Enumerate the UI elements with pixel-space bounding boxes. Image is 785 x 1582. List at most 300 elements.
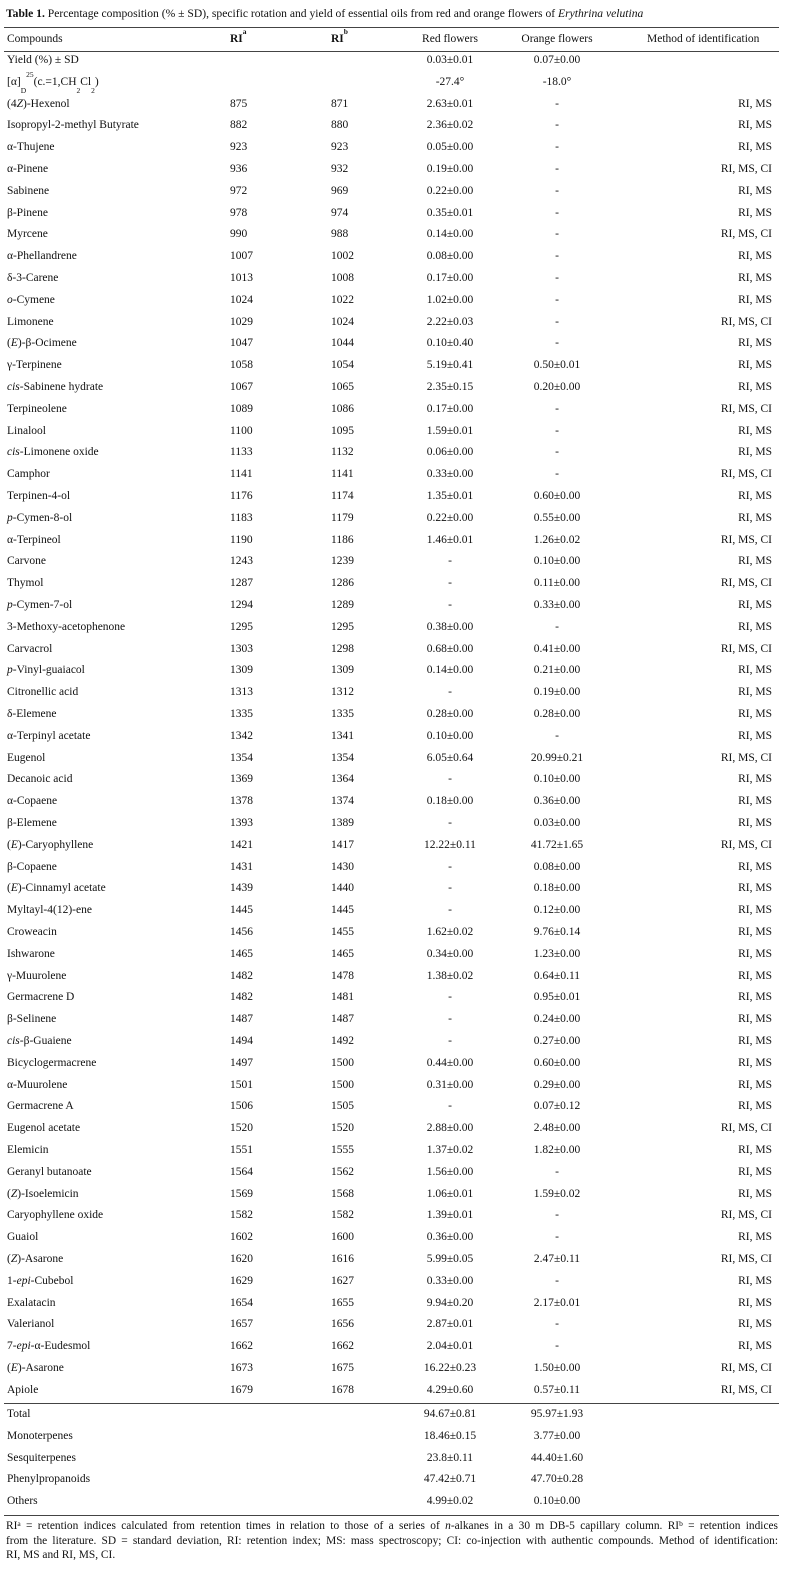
table-row: [0, 595, 785, 617]
orange-flowers-value: 0.24±0.00: [533, 1013, 581, 1026]
red-flowers-value: 2.04±0.01: [426, 1340, 474, 1353]
method-value: RI, MS, CI: [720, 468, 772, 481]
ri-a-value: 1393: [230, 817, 253, 829]
ri-b-value: 1500: [331, 1056, 354, 1069]
table-row: [0, 748, 785, 770]
ri-b-value: 1505: [331, 1100, 354, 1113]
red-flowers-value: 1.38±0.02: [426, 969, 474, 982]
orange-flowers-value: -: [555, 228, 559, 241]
red-flowers-value: 1.37±0.02: [426, 1144, 474, 1156]
orange-flowers-value: 0.60±0.00: [533, 490, 581, 502]
red-flowers-value: 0.05±0.00: [426, 141, 474, 154]
red-flowers-value: 2.63±0.01: [426, 97, 474, 110]
compound-name: cis-Sabinene hydrate: [7, 381, 104, 393]
compound-name: β-Copaene: [7, 860, 57, 873]
total-red-value: 4.99±0.02: [426, 1495, 474, 1508]
red-flowers-value: 0.28±0.00: [426, 708, 474, 720]
orange-flowers-value: 0.55±0.00: [533, 511, 581, 524]
compound-name: Elemicin: [7, 1144, 49, 1156]
ri-a-value: 1133: [230, 446, 253, 459]
table-row: [0, 333, 785, 355]
orange-flowers-value: 0.95±0.01: [533, 991, 581, 1004]
method-value: RI, MS, CI: [720, 751, 772, 764]
ri-b-value: 1065: [331, 381, 354, 393]
table-row: [0, 377, 785, 399]
orange-flowers-value: 0.60±0.00: [533, 1056, 581, 1069]
orange-flowers-value: 0.19±0.00: [533, 686, 581, 699]
rotation-row: [0, 69, 785, 95]
red-flowers-value: 0.19±0.00: [426, 163, 474, 175]
method-value: RI, MS, CI: [720, 1362, 772, 1374]
table-row: [0, 617, 785, 639]
method-value: RI, MS: [738, 729, 772, 742]
ri-a-value: 1602: [230, 1231, 253, 1244]
compound-name: Limonene: [7, 315, 54, 328]
compound-name: Terpinen-4-ol: [7, 490, 71, 502]
red-flowers-value: 5.19±0.41: [426, 359, 474, 372]
table-row: [0, 1271, 785, 1293]
compound-name: p-Vinyl-guaiacol: [7, 664, 85, 677]
red-flowers-value: 2.22±0.03: [426, 315, 474, 328]
compound-name: γ-Terpinene: [7, 359, 62, 372]
red-flowers-value: 0.35±0.01: [426, 206, 474, 219]
method-value: RI, MS, CI: [720, 1253, 772, 1265]
table-row: [0, 726, 785, 748]
ri-b-value: 1132: [331, 446, 354, 459]
method-value: RI, MS: [738, 1078, 772, 1091]
ri-a-value: 1620: [230, 1253, 253, 1265]
yield-red: 0.03±0.01: [426, 54, 474, 66]
table-row: [0, 1053, 785, 1075]
table-row: [0, 421, 785, 443]
table-row: [0, 639, 785, 661]
red-flowers-value: 6.05±0.64: [426, 751, 474, 764]
red-flowers-value: 0.22±0.00: [426, 184, 474, 197]
ri-b-value: 1186: [331, 533, 354, 546]
table-row: [0, 530, 785, 552]
orange-flowers-value: 0.11±0.00: [533, 577, 581, 590]
method-value: RI, MS: [738, 206, 772, 219]
table-row: [0, 464, 785, 486]
orange-flowers-value: 0.03±0.00: [533, 817, 581, 829]
compound-name: δ-Elemene: [7, 708, 57, 720]
method-value: RI, MS: [738, 686, 772, 699]
ri-a-value: 1673: [230, 1362, 253, 1374]
ri-b-value: 1582: [331, 1209, 354, 1222]
ri-b-value: 1389: [331, 817, 354, 829]
red-flowers-value: 0.44±0.00: [426, 1056, 474, 1069]
orange-flowers-value: -: [555, 163, 559, 175]
method-value: RI, MS: [738, 1231, 772, 1244]
orange-flowers-value: -: [555, 206, 559, 219]
orange-flowers-value: 0.07±0.12: [533, 1100, 581, 1113]
yield-label: Yield (%) ± SD: [7, 54, 79, 66]
method-value: RI, MS: [738, 511, 772, 524]
caption-text: Percentage composition (% ± SD), specific rotation and yield of essential oils from red and orange flowers of: [47, 7, 556, 20]
table-row: [0, 1249, 785, 1271]
orange-flowers-value: -: [555, 402, 559, 415]
red-flowers-value: 2.36±0.02: [426, 119, 474, 132]
method-value: RI, MS, CI: [720, 1383, 772, 1396]
method-value: RI, MS: [738, 1318, 772, 1331]
red-flowers-value: -: [448, 599, 452, 611]
compound-name: γ-Muurolene: [7, 969, 67, 982]
method-value: RI, MS: [738, 1013, 772, 1026]
total-orange-value: 44.40±1.60: [530, 1451, 584, 1464]
ri-b-value: 1008: [331, 272, 354, 284]
orange-flowers-value: 0.10±0.00: [533, 773, 581, 786]
method-value: RI, MS, CI: [720, 838, 772, 851]
red-flowers-value: 0.17±0.00: [426, 272, 474, 284]
footnote-line-1: $RI^a$ = retention indices calculated from retention times in relation to those of a series of n-alkanes in a 30 m DB-5 capillary column. $RI^b$ = retention indices: [6, 1519, 778, 1532]
orange-flowers-value: -: [555, 315, 559, 328]
ri-a-value: 1582: [230, 1209, 253, 1222]
compound-name: o-Cymene: [7, 293, 55, 306]
compound-name: (Z)-Isoelemicin: [7, 1187, 79, 1200]
method-value: RI, MS: [738, 1340, 772, 1353]
table-row: [0, 660, 785, 682]
ri-b-value: 1095: [331, 424, 354, 437]
table-row: [0, 1227, 785, 1249]
method-value: RI, MS: [738, 773, 772, 786]
method-value: RI, MS: [738, 904, 772, 917]
table-row: [0, 246, 785, 268]
compound-name: Caryophyllene oxide: [7, 1209, 104, 1222]
ri-a-value: 1657: [230, 1318, 253, 1331]
compound-name: Germacrene D: [7, 991, 75, 1004]
ri-a-value: 1287: [230, 577, 253, 590]
ri-a-value: 1058: [230, 359, 253, 372]
red-flowers-value: 0.33±0.00: [426, 468, 474, 481]
ri-a-value: 1294: [230, 599, 253, 611]
method-value: RI, MS: [738, 991, 772, 1004]
method-value: RI, MS, CI: [720, 533, 772, 546]
compound-name: Thymol: [7, 577, 44, 590]
ri-b-value: 1044: [331, 337, 354, 350]
orange-flowers-value: 0.18±0.00: [533, 882, 581, 895]
total-orange-value: 3.77±0.00: [533, 1429, 581, 1442]
ri-a-value: 1190: [230, 533, 253, 546]
ri-b-value: 1054: [331, 359, 354, 372]
orange-flowers-value: 9.76±0.14: [533, 926, 581, 938]
ri-b-value: 1309: [331, 664, 354, 677]
red-flowers-value: 1.62±0.02: [426, 926, 474, 938]
red-flowers-value: 1.59±0.01: [426, 424, 474, 437]
table-row: [0, 922, 785, 944]
orange-flowers-value: -: [555, 1231, 559, 1244]
ri-b-value: 1286: [331, 577, 354, 590]
compound-name: (E)-β-Ocimene: [7, 337, 77, 350]
method-value: RI, MS: [738, 490, 772, 502]
method-value: RI, MS: [738, 359, 772, 372]
yield-row: [0, 50, 785, 72]
ri-b-value: 1312: [331, 686, 354, 699]
ri-b-value: 1465: [331, 947, 354, 960]
method-value: RI, MS, CI: [720, 163, 772, 175]
total-label: Monoterpenes: [7, 1429, 73, 1442]
ri-b-value: 988: [331, 228, 349, 241]
table-row: [0, 290, 785, 312]
table-row: [0, 159, 785, 181]
ri-a-value: 1482: [230, 969, 253, 982]
ri-b-value: 923: [331, 141, 349, 154]
ri-b-value: 1675: [331, 1362, 354, 1374]
table-header-row: [0, 29, 785, 51]
table-row: [0, 1096, 785, 1118]
total-red-value: 18.46±0.15: [423, 1429, 477, 1442]
table-row: [0, 1205, 785, 1227]
ri-b-value: 1481: [331, 991, 354, 1004]
compound-name: (Z)-Asarone: [7, 1253, 64, 1265]
compound-name: Camphor: [7, 468, 50, 481]
ri-a-value: 1024: [230, 293, 253, 306]
ri-b-value: 880: [331, 119, 349, 132]
table-row: [0, 987, 785, 1009]
header-orange-flowers: Orange flowers: [521, 33, 593, 45]
orange-flowers-value: 0.27±0.00: [533, 1035, 581, 1047]
table-row: [0, 900, 785, 922]
table-row: [0, 1184, 785, 1206]
ri-a-value: 1378: [230, 795, 253, 808]
ri-a-value: 1421: [230, 838, 253, 851]
total-row: [0, 1404, 785, 1426]
ri-a-value: 1013: [230, 272, 253, 284]
table-row: [0, 224, 785, 246]
red-flowers-value: 0.18±0.00: [426, 795, 474, 808]
compound-name: (4Z)-Hexenol: [7, 97, 70, 110]
red-flowers-value: 16.22±0.23: [423, 1362, 477, 1374]
ri-a-value: 990: [230, 228, 248, 241]
rotation-red: -27.4°: [435, 75, 465, 88]
orange-flowers-value: -: [555, 620, 559, 633]
compound-name: Valerianol: [7, 1318, 55, 1331]
compound-name: Bicyclogermacrene: [7, 1056, 97, 1069]
table-row: [0, 94, 785, 116]
red-flowers-value: -: [448, 1013, 452, 1026]
compound-name: Guaiol: [7, 1231, 39, 1244]
orange-flowers-value: -: [555, 1318, 559, 1331]
red-flowers-value: -: [448, 860, 452, 873]
compound-name: Citronellic acid: [7, 686, 79, 699]
ri-a-value: 1243: [230, 555, 253, 568]
method-value: RI, MS: [738, 599, 772, 611]
ri-a-value: 1551: [230, 1144, 253, 1156]
ri-a-value: 1431: [230, 860, 253, 873]
compound-name: (E)-Asarone: [7, 1362, 64, 1374]
table-footnote: [6, 1519, 778, 1563]
ri-a-value: 1089: [230, 402, 253, 415]
ri-b-value: 1179: [331, 511, 354, 524]
compound-name: 1-epi-Cubebol: [7, 1274, 74, 1287]
orange-flowers-value: 0.12±0.00: [533, 904, 581, 917]
table-row: [0, 355, 785, 377]
red-flowers-value: 0.33±0.00: [426, 1274, 474, 1287]
compound-name: Decanoic acid: [7, 773, 73, 786]
ri-b-value: 1562: [331, 1165, 354, 1178]
ri-a-value: 978: [230, 206, 248, 219]
method-value: RI, MS: [738, 947, 772, 960]
compound-name: δ-3-Carene: [7, 272, 59, 284]
table-row: [0, 442, 785, 464]
red-flowers-value: 2.35±0.15: [426, 381, 474, 393]
orange-flowers-value: 1.50±0.00: [533, 1362, 581, 1374]
red-flowers-value: -: [448, 1100, 452, 1113]
ri-a-value: 1679: [230, 1383, 253, 1396]
orange-flowers-value: 0.28±0.00: [533, 708, 581, 720]
method-value: RI, MS: [738, 926, 772, 938]
total-row: [0, 1469, 785, 1491]
method-value: RI, MS, CI: [720, 642, 772, 655]
table-row: [0, 1314, 785, 1336]
red-flowers-value: 0.14±0.00: [426, 228, 474, 241]
method-value: RI, MS: [738, 119, 772, 132]
ri-b-value: 871: [331, 97, 349, 110]
table-row: [0, 399, 785, 421]
method-value: RI, MS: [738, 1056, 772, 1069]
red-flowers-value: -: [448, 991, 452, 1004]
table-row: [0, 791, 785, 813]
method-value: RI, MS: [738, 1274, 772, 1287]
table-row: [0, 878, 785, 900]
table-row: [0, 312, 785, 334]
method-value: RI, MS, CI: [720, 402, 772, 415]
orange-flowers-value: -: [555, 468, 559, 481]
orange-flowers-value: 0.41±0.00: [533, 642, 581, 655]
red-flowers-value: -: [448, 686, 452, 699]
compound-name: α-Thujene: [7, 141, 55, 154]
red-flowers-value: 0.34±0.00: [426, 947, 474, 960]
red-flowers-value: -: [448, 555, 452, 568]
total-row: [0, 1491, 785, 1513]
ri-b-value: 1354: [331, 751, 354, 764]
table-row: [0, 835, 785, 857]
orange-flowers-value: 2.47±0.11: [533, 1253, 581, 1265]
orange-flowers-value: 2.17±0.01: [533, 1296, 581, 1309]
total-row: [0, 1426, 785, 1448]
ri-b-value: 932: [331, 163, 349, 175]
ri-a-value: 936: [230, 163, 248, 175]
ri-b-value: 974: [331, 206, 349, 219]
compound-name: α-Phellandrene: [7, 250, 77, 263]
orange-flowers-value: 0.57±0.11: [533, 1383, 581, 1396]
orange-flowers-value: 20.99±0.21: [530, 751, 584, 764]
red-flowers-value: 1.06±0.01: [426, 1187, 474, 1200]
table-row: [0, 769, 785, 791]
ri-b-value: 1430: [331, 860, 354, 873]
ri-b-value: 1174: [331, 490, 354, 502]
ri-a-value: 1569: [230, 1187, 253, 1200]
ri-b-value: 1440: [331, 882, 354, 895]
ri-b-value: 1627: [331, 1274, 354, 1287]
orange-flowers-value: -: [555, 184, 559, 197]
orange-flowers-value: 2.48±0.00: [533, 1122, 581, 1135]
compound-name: Germacrene A: [7, 1100, 74, 1113]
table-label: Table 1.: [6, 7, 45, 20]
total-label: Phenylpropanoids: [7, 1473, 91, 1486]
method-value: RI, MS: [738, 184, 772, 197]
ri-a-value: 1007: [230, 250, 253, 263]
total-label: Sesquiterpenes: [7, 1451, 76, 1464]
orange-flowers-value: 0.36±0.00: [533, 795, 581, 808]
method-value: RI, MS: [738, 424, 772, 437]
table-row: [0, 1118, 785, 1140]
table-caption: [6, 7, 781, 21]
red-flowers-value: 12.22±0.11: [424, 838, 476, 851]
method-value: RI, MS: [738, 795, 772, 808]
red-flowers-value: 9.94±0.20: [426, 1296, 474, 1309]
ri-a-value: 1141: [230, 468, 253, 481]
table-row: [0, 508, 785, 530]
compound-name: Carvone: [7, 555, 46, 568]
red-flowers-value: 0.31±0.00: [426, 1078, 474, 1091]
ri-a-value: 1654: [230, 1296, 253, 1309]
method-value: RI, MS: [738, 555, 772, 568]
red-flowers-value: 0.10±0.40: [426, 337, 474, 350]
ri-b-value: 1600: [331, 1231, 354, 1244]
compound-name: (E)-Caryophyllene: [7, 838, 94, 851]
method-value: RI, MS: [738, 272, 772, 284]
ri-a-value: 1100: [230, 424, 253, 437]
method-value: RI, MS, CI: [720, 577, 772, 590]
red-flowers-value: 1.46±0.01: [426, 533, 474, 546]
compound-name: β-Elemene: [7, 817, 57, 829]
red-flowers-value: 4.29±0.60: [426, 1383, 474, 1396]
ri-a-value: 1342: [230, 729, 253, 742]
red-flowers-value: 0.38±0.00: [426, 620, 474, 633]
ri-b-value: 1024: [331, 315, 354, 328]
table-row: [0, 268, 785, 290]
compound-name: (E)-Cinnamyl acetate: [7, 882, 106, 895]
method-value: RI, MS: [738, 1296, 772, 1309]
method-value: RI, MS: [738, 817, 772, 829]
ri-a-value: 1176: [230, 490, 253, 502]
rotation-label: $[\alpha]_D^{25}(c.=1,CH_2Cl_2)$: [7, 69, 99, 95]
ri-a-value: 875: [230, 97, 248, 110]
total-orange-value: 0.10±0.00: [533, 1495, 581, 1508]
compound-name: β-Selinene: [7, 1013, 57, 1026]
ri-a-value: 1183: [230, 511, 253, 524]
orange-flowers-value: -: [555, 97, 559, 110]
compound-name: Eugenol: [7, 751, 46, 764]
ri-b-value: 1656: [331, 1318, 354, 1331]
ri-b-value: 1239: [331, 555, 354, 568]
ri-a-value: 1629: [230, 1274, 253, 1287]
ri-b-value: 1295: [331, 620, 354, 633]
header-compounds: Compounds: [7, 33, 63, 45]
compound-name: 7-epi-α-Eudesmol: [7, 1340, 91, 1353]
ri-a-value: 1445: [230, 904, 253, 917]
ri-a-value: 1047: [230, 337, 253, 350]
red-flowers-value: -: [448, 882, 452, 895]
table-row: [0, 573, 785, 595]
table-bottom-rule: [4, 1515, 779, 1516]
table-row: [0, 137, 785, 159]
red-flowers-value: 0.06±0.00: [426, 446, 474, 459]
rotation-orange: -18.0°: [542, 75, 572, 88]
total-label: Total: [7, 1408, 31, 1420]
ri-a-value: 1497: [230, 1056, 253, 1069]
ri-a-value: 1487: [230, 1013, 253, 1026]
orange-flowers-value: 0.50±0.01: [533, 359, 581, 372]
compound-name: α-Terpineol: [7, 533, 61, 546]
compound-name: α-Muurolene: [7, 1078, 68, 1091]
method-value: RI, MS: [738, 381, 772, 393]
ri-b-value: 1655: [331, 1296, 354, 1309]
ri-b-value: 1555: [331, 1144, 354, 1156]
ri-a-value: 1465: [230, 947, 253, 960]
method-value: RI, MS: [738, 1144, 772, 1156]
compound-name: Ishwarone: [7, 947, 55, 960]
